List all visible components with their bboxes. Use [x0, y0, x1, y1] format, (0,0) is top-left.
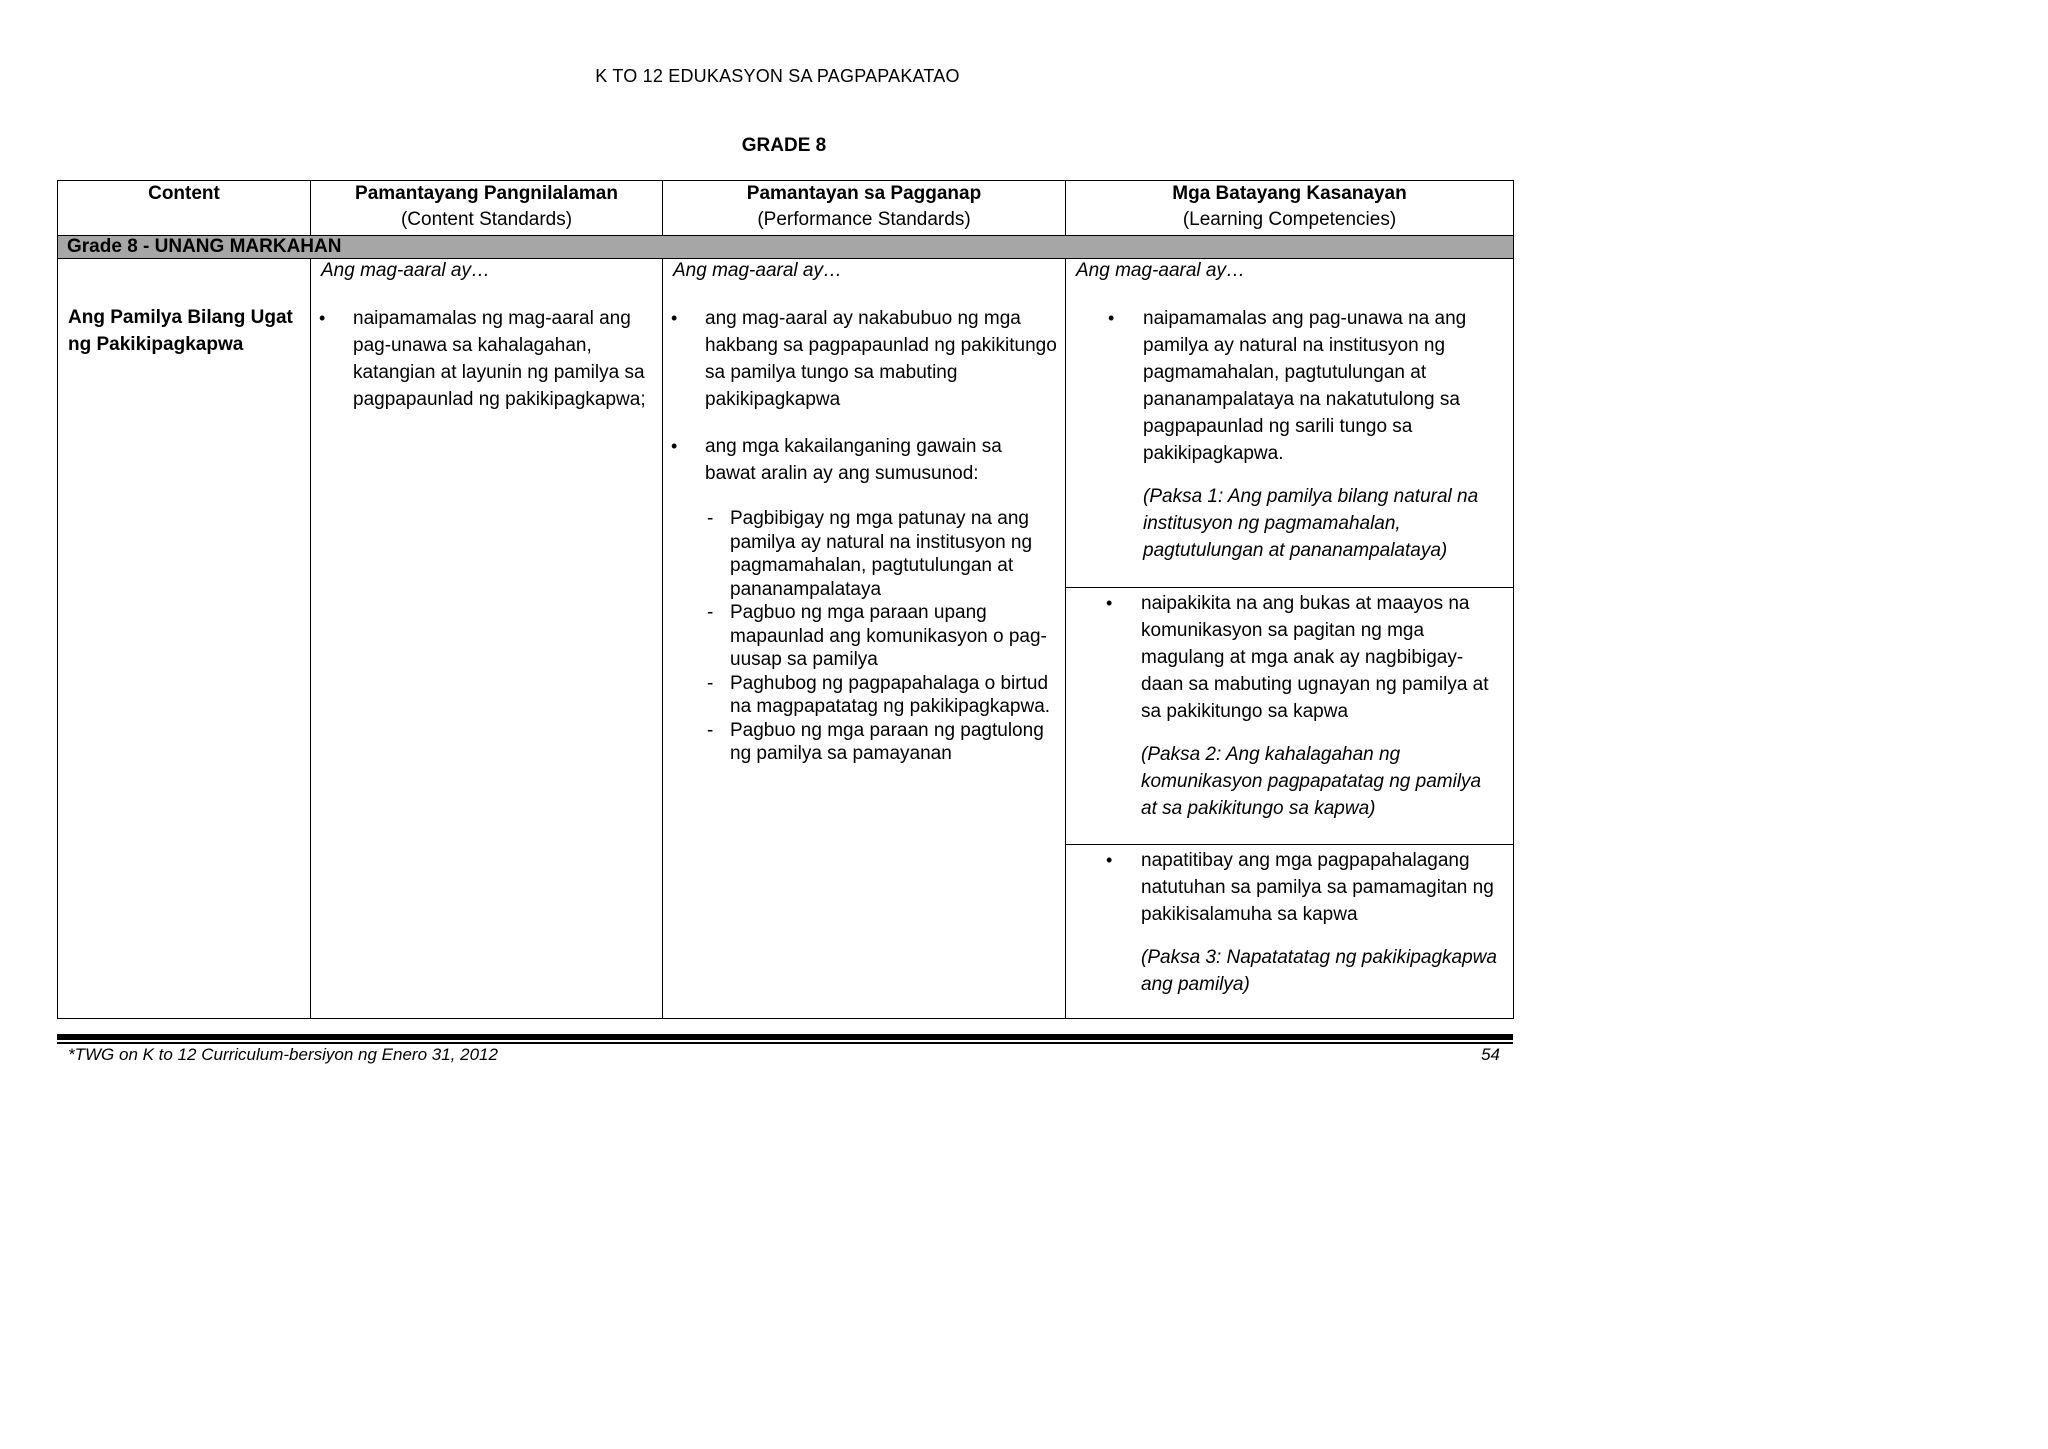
performance-standard-cell	[663, 259, 1066, 1019]
list-item	[1066, 305, 1513, 467]
dash-icon: -	[707, 508, 714, 529]
footer-note: *TWG on K to 12 Curriculum-bersiyon ng Enero 31, 2012	[68, 1045, 498, 1064]
competency-text: naipamamalas ang pag-unawa na ang pamilya ay natural na institusyon ng pagmamahalan, pagtutulungan at pananampalataya na nakatutulong sa pagpapaunlad ng sarili tungo sa pakikipagkapwa.	[1143, 308, 1467, 464]
col-header-performance-standards	[663, 181, 1066, 236]
col-header-main: Pamantayang Pangnilalaman	[355, 183, 618, 204]
dash-icon: -	[707, 719, 714, 741]
page-number: 54	[1481, 1045, 1500, 1064]
table-header-row	[58, 181, 1514, 236]
performance-bullet-text: ang mag-aaral ay nakabubuo ng mga hakbang sa pagpapaunlad ng pakikitungo sa pamilya tungo sa mabuting pakikipagkapwa	[705, 308, 1057, 410]
footer-rule-thin	[57, 1042, 1513, 1044]
content-topic: Ang Pamilya Bilang Ugat ng Pakikipagkapwa	[68, 307, 293, 355]
activity-text: Paghubog ng pagpapahalaga o birtud na magpapatatag ng pakikipagkapwa.	[730, 672, 1051, 717]
table-row	[58, 259, 1514, 1019]
competency-text: napatitibay ang mga pagpapahalagang natutuhan sa pamilya sa pamamagitan ng pakikisalamuha sa kapwa	[1141, 850, 1494, 925]
bullet-icon: •	[1106, 850, 1113, 870]
content-cell	[58, 259, 311, 1019]
competency-block	[1066, 845, 1513, 1008]
grade-title: GRADE 8	[741, 135, 827, 156]
list-item	[663, 672, 1057, 719]
intro-text: Ang mag-aaral ay…	[321, 260, 490, 281]
paksa-note: (Paksa 2: Ang kahalagahan ng komunikasyon pagpapatatag ng pamilya at sa pakikitungo sa kapwa)	[1141, 744, 1482, 819]
dash-icon: -	[707, 672, 714, 694]
competency-text: naipakikita na ang bukas at maayos na komunikasyon sa pagitan ng mga magulang at mga anak ay nagbibigay-daan sa mabuting ugnayan ng pamilya at sa pakikitungo sa kapwa	[1141, 593, 1489, 722]
list-item	[311, 305, 662, 413]
col-header-sub: (Content Standards)	[400, 209, 573, 230]
footer-rule-thick	[57, 1034, 1513, 1040]
bullet-icon: •	[1108, 308, 1115, 328]
quarter-label: Grade 8 - UNANG MARKAHAN	[58, 236, 1514, 259]
paksa-note: (Paksa 1: Ang pamilya bilang natural na institusyon ng pagmamahalan, pagtutulungan at pananampalataya)	[1143, 486, 1479, 561]
bullet-icon: •	[671, 436, 678, 456]
activity-text: Pagbibigay ng mga patunay na ang pamilya ay natural na institusyon ng pagmamahalan, pagtutulungan at pananampalataya	[730, 508, 1033, 600]
list-item	[1066, 847, 1513, 928]
competency-block	[1066, 588, 1513, 845]
intro-text: Ang mag-aaral ay…	[1076, 260, 1245, 281]
content-standard-text: naipamamalas ng mag-aaral ang pag-unawa sa kahalagahan, katangian at layunin ng pamilya sa pagpapaunlad ng pakikipagkapwa;	[353, 308, 646, 410]
list-item	[1066, 590, 1513, 725]
intro-text: Ang mag-aaral ay…	[673, 260, 842, 281]
document-header: K TO 12 EDUKASYON SA PAGPAPAKATAO	[595, 66, 960, 86]
list-item	[663, 719, 1057, 766]
list-item	[663, 305, 1057, 413]
col-header-learning-competencies	[1066, 181, 1514, 236]
bullet-icon: •	[671, 308, 678, 328]
curriculum-table	[57, 180, 1514, 1019]
list-item	[663, 601, 1057, 672]
col-header-main: Pamantayan sa Pagganap	[746, 183, 982, 204]
list-item	[663, 507, 1057, 601]
content-standard-cell	[311, 259, 663, 1019]
activity-text: Pagbuo ng mga paraan upang mapaunlad ang komunikasyon o pag-uusap sa pamilya	[730, 602, 1047, 670]
bullet-icon: •	[319, 308, 326, 328]
col-header-sub: (Learning Competencies)	[1182, 209, 1397, 230]
col-header-content	[58, 181, 311, 236]
dash-icon: -	[707, 602, 714, 623]
col-header-sub: (Performance Standards)	[757, 209, 971, 230]
paksa-note: (Paksa 3: Napatatatag ng pakikipagkapwa ang pamilya)	[1141, 947, 1497, 995]
col-header-main: Mga Batayang Kasanayan	[1172, 183, 1407, 204]
col-header-content-standards	[311, 181, 663, 236]
col-header-main: Content	[148, 183, 220, 204]
learning-competencies-cell	[1066, 259, 1514, 1019]
activity-text: Pagbuo ng mga paraan ng pagtulong ng pamilya sa pamayanan	[730, 719, 1044, 764]
bullet-icon: •	[1106, 593, 1113, 613]
performance-bullet-text: ang mga kakailanganing gawain sa bawat aralin ay ang sumusunod:	[705, 436, 1002, 484]
competency-block	[1066, 283, 1513, 588]
list-item	[663, 433, 1057, 487]
quarter-row	[58, 236, 1514, 259]
activity-list	[663, 507, 1057, 766]
